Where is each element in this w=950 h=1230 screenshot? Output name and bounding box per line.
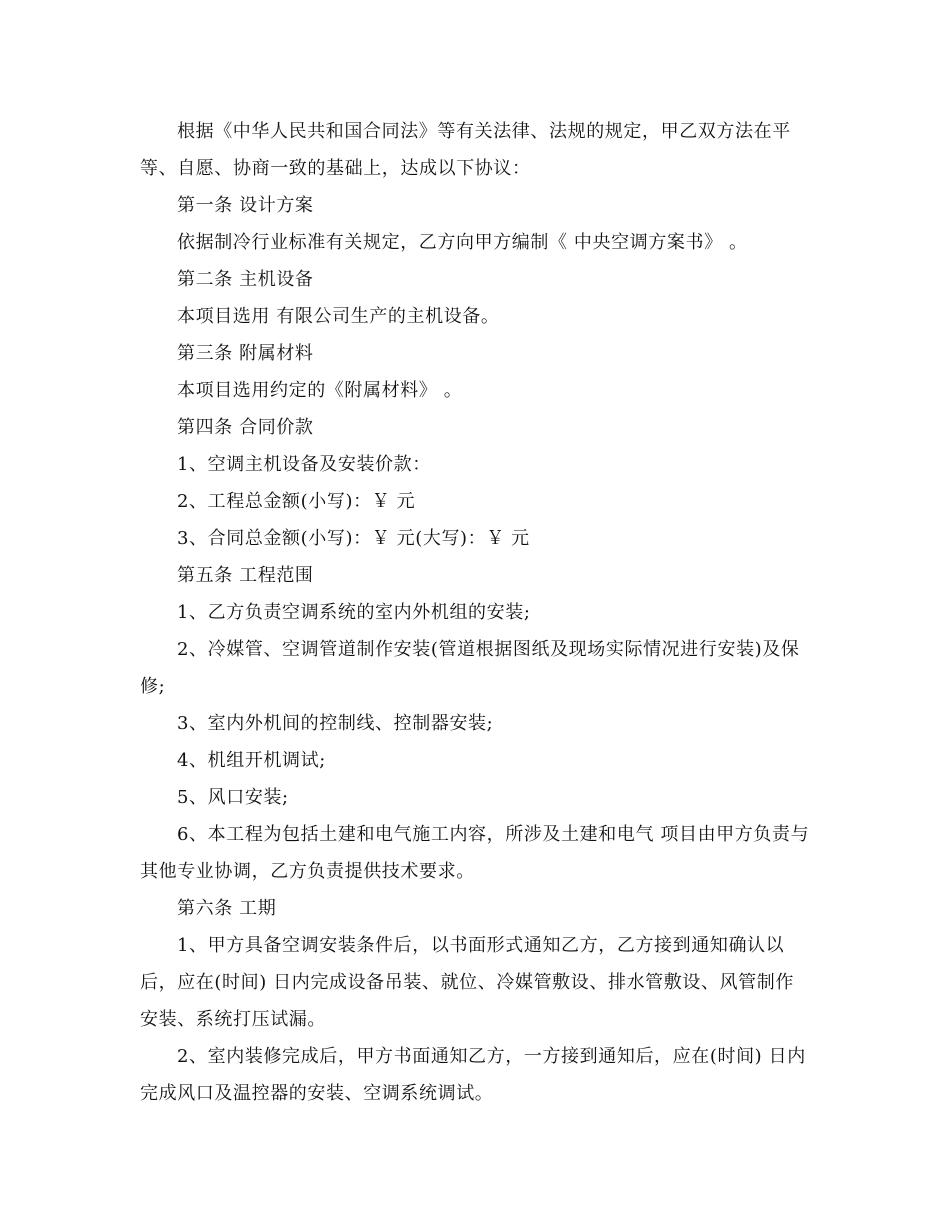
preamble-paragraph: 根据《中华人民共和国合同法》等有关法律、法规的规定，甲乙双方法在平等、自愿、协商一致的基础上，达成以下协议：: [140, 121, 791, 179]
document-body: [140, 113, 812, 1112]
article-5-item-3: 3、室内外机间的控制线、控制器安装;: [177, 713, 494, 734]
article-3-heading: 第三条 附属材料: [177, 343, 314, 364]
article-5-item-5: 5、风口安装;: [177, 787, 289, 808]
article-2-heading: 第二条 主机设备: [177, 269, 314, 290]
article-4-heading: 第四条 合同价款: [177, 417, 314, 438]
article-5-heading: 第五条 工程范围: [177, 565, 314, 586]
article-6-item-1: 1、甲方具备空调安装条件后，以书面形式通知乙方，乙方接到通知确认以后，应在(时间) 日内完成设备吊装、就位、冷媒管敷设、排水管敷设、风管制作安装、系统打压试漏。: [140, 935, 794, 1030]
article-1-text: 依据制冷行业标准有关规定，乙方向甲方编制《 中央空调方案书》 。: [177, 232, 748, 253]
article-1-heading: 第一条 设计方案: [177, 195, 314, 216]
article-5-item-1: 1、乙方负责空调系统的室内外机组的安装;: [177, 602, 531, 623]
article-5-item-4: 4、机组开机调试;: [177, 750, 326, 771]
article-5-item-6: 6、本工程为包括土建和电气施工内容，所涉及土建和电气 项目由甲方负责与其他专业协调，乙方负责提供技术要求。: [140, 824, 810, 882]
article-3-text: 本项目选用约定的《附属材料》 。: [177, 380, 463, 401]
article-4-item-1: 1、空调主机设备及安装价款：: [177, 454, 431, 475]
article-6-item-2: 2、室内装修完成后，甲方书面通知乙方，一方接到通知后，应在(时间) 日内完成风口及温控器的安装、空调系统调试。: [140, 1046, 806, 1104]
article-4-item-2: 2、工程总金额(小写)：￥ 元: [177, 491, 416, 512]
article-2-text: 本项目选用 有限公司生产的主机设备。: [177, 306, 500, 327]
article-4-item-3: 3、合同总金额(小写)：￥ 元(大写)：￥ 元: [177, 528, 530, 549]
article-6-heading: 第六条 工期: [177, 898, 277, 919]
article-5-item-2: 2、冷媒管、空调管道制作安装(管道根据图纸及现场实际情况进行安装)及保修;: [140, 639, 800, 697]
